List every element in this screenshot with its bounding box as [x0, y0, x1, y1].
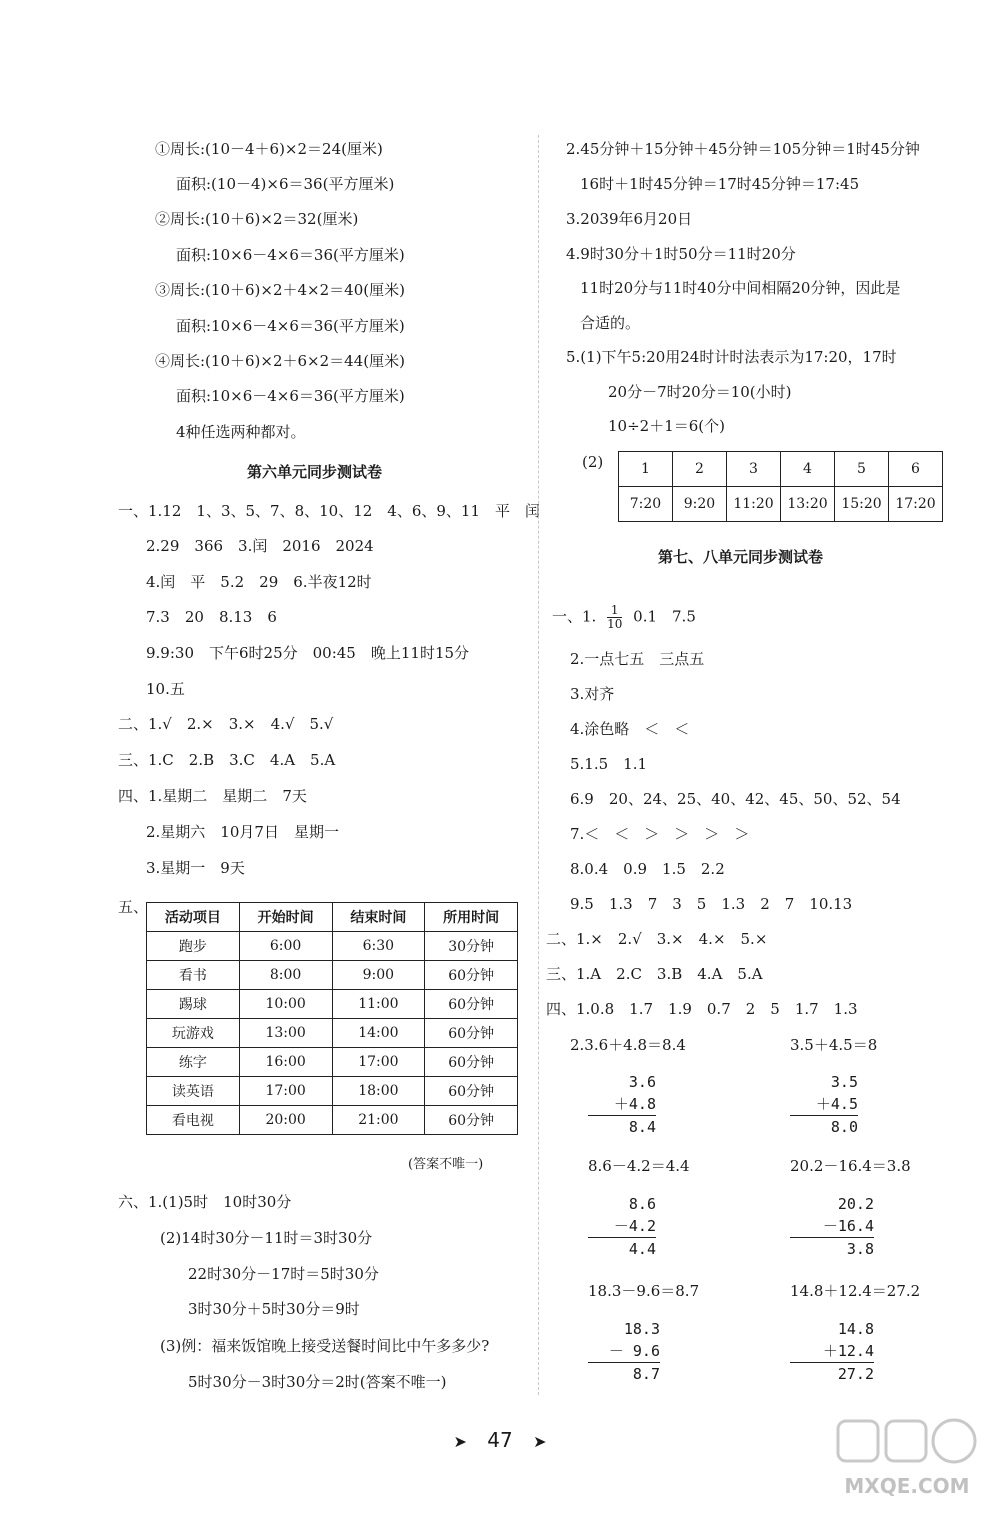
answer-line: 9.5 1.3 7 3 5 1.3 2 7 10.13 [570, 895, 853, 913]
calc-operand: － 9.6 [608, 1342, 660, 1360]
table-cell: 14:00 [332, 1019, 425, 1048]
table-header-row [147, 903, 518, 932]
answer-line: 8.0.4 0.9 1.5 2.2 [570, 860, 725, 878]
table-cell: 2 [673, 452, 727, 487]
calc-operand: ＋12.4 [822, 1342, 874, 1360]
table-cell: 20:00 [239, 1106, 332, 1135]
answer-line: 9.9:30 下午6时25分 00:45 晚上11时15分 [146, 644, 470, 662]
table-cell: 跑步 [147, 932, 240, 961]
answer-line: (2) [582, 453, 604, 471]
activity-table [146, 902, 518, 1135]
answer-line: 6.9 20、24、25、40、42、45、50、52、54 [570, 790, 901, 808]
table-row [147, 1019, 518, 1048]
answer-line: (2)14时30分－11时＝3时30分 [160, 1229, 373, 1247]
table-cell: 60分钟 [425, 961, 518, 990]
answer-line: 4.闰 平 5.2 29 6.半夜12时 [146, 573, 372, 591]
vertical-calculation [588, 1318, 660, 1385]
answer-line: 10÷2＋1＝6(个) [608, 417, 725, 435]
table-row [147, 990, 518, 1019]
table-row [147, 932, 518, 961]
table-header: 结束时间 [332, 903, 425, 932]
table-row [147, 1048, 518, 1077]
calc-operand: 20.2 [837, 1195, 874, 1213]
answer-line: 合适的。 [580, 314, 641, 332]
table-cell: 看电视 [147, 1106, 240, 1135]
table-cell: 11:00 [332, 990, 425, 1019]
answer-line: 一、1.12 1、3、5、7、8、10、12 4、6、9、11 平 闰 [118, 502, 541, 520]
fraction [607, 604, 622, 631]
answer-line: 2.45分钟＋15分钟＋45分钟＝105分钟＝1时45分钟 [566, 140, 920, 158]
table-cell: 18:00 [332, 1077, 425, 1106]
answer-line: 三、1.C 2.B 3.C 4.A 5.A [118, 751, 336, 769]
answer-line: ②周长:(10＋6)×2＝32(厘米) [155, 210, 359, 228]
calc-operand: 3.5 [830, 1073, 858, 1091]
answer-line: 4.涂色略 ＜ ＜ [570, 720, 690, 738]
calc-operand: 14.8 [837, 1320, 874, 1338]
table-cell: 4 [781, 452, 835, 487]
table-cell: 9:20 [673, 487, 727, 522]
answer-line: 4.9时30分＋1时50分＝11时20分 [566, 245, 796, 263]
calc-operand: －16.4 [822, 1217, 874, 1235]
table-row [619, 487, 943, 522]
table-cell: 1 [619, 452, 673, 487]
fraction-numerator: 1 [607, 604, 622, 618]
answer-line: 面积:10×6－4×6＝36(平方厘米) [176, 317, 405, 335]
answer-line: 三、1.A 2.C 3.B 4.A 5.A [546, 965, 763, 983]
table-cell: 8:00 [239, 961, 332, 990]
equation: 20.2－16.4＝3.8 [790, 1157, 911, 1175]
table-cell: 练字 [147, 1048, 240, 1077]
equation: 3.5＋4.5＝8 [790, 1036, 878, 1054]
table-cell: 60分钟 [425, 990, 518, 1019]
answer-line: 2.29 366 3.闰 2016 2024 [146, 537, 374, 555]
table-cell: 6 [889, 452, 943, 487]
note-text: (答案不唯一) [408, 1157, 484, 1172]
answer-line: 2.一点七五 三点五 [570, 650, 705, 668]
table-cell: 3 [727, 452, 781, 487]
table-cell: 11:20 [727, 487, 781, 522]
equation: 14.8＋12.4＝27.2 [790, 1282, 921, 1300]
table-cell: 17:00 [239, 1077, 332, 1106]
answer-line: 面积:10×6－4×6＝36(平方厘米) [176, 246, 405, 264]
equation: 18.3－9.6＝8.7 [588, 1282, 700, 1300]
calc-result: 4.4 [588, 1237, 656, 1260]
calc-result: 8.0 [790, 1115, 858, 1138]
section-title-unit78: 第七、八单元同步测试卷 [658, 548, 824, 566]
calc-operand: ＋4.5 [815, 1095, 858, 1113]
answer-line: ④周长:(10＋6)×2＋6×2＝44(厘米) [155, 352, 405, 370]
calc-result: 8.4 [588, 1115, 656, 1138]
answer-text: 0.1 7.5 [633, 607, 696, 626]
answer-line: 2.星期六 10月7日 星期一 [146, 823, 339, 841]
answer-line: 3.2039年6月20日 [566, 210, 693, 228]
answer-line: 5时30分－3时30分＝2时(答案不唯一) [188, 1373, 447, 1391]
answer-line: 3.对齐 [570, 685, 615, 703]
answer-line: 7.＜ ＜ ＞ ＞ ＞ ＞ [570, 825, 750, 843]
equation: 2.3.6＋4.8＝8.4 [570, 1036, 686, 1054]
answer-line: 四、1.0.8 1.7 1.9 0.7 2 5 1.7 1.3 [546, 1000, 858, 1018]
table-row [147, 961, 518, 990]
calc-result: 27.2 [790, 1362, 874, 1385]
vertical-calculation [588, 1193, 656, 1260]
watermark-logo [832, 1415, 982, 1505]
calc-operand: ＋4.8 [613, 1095, 656, 1113]
answer-line: 7.3 20 8.13 6 [146, 608, 277, 626]
equation: 8.6－4.2＝4.4 [588, 1157, 690, 1175]
calc-operand: 18.3 [623, 1320, 660, 1338]
table-cell: 16:00 [239, 1048, 332, 1077]
table-cell: 60分钟 [425, 1048, 518, 1077]
answer-line: 六、1.(1)5时 10时30分 [118, 1193, 292, 1211]
answer-line: 20分－7时20分＝10(小时) [608, 383, 792, 401]
svg-text:MXQE.COM: MXQE.COM [844, 1474, 970, 1498]
answer-line: 3.星期一 9天 [146, 859, 245, 877]
arrow-right-icon: ➤ [453, 1432, 467, 1451]
table-header: 开始时间 [239, 903, 332, 932]
table-cell: 13:20 [781, 487, 835, 522]
answer-line: 二、1.× 2.√ 3.× 4.× 5.× [546, 930, 768, 948]
answer-line: 4种任选两种都对。 [176, 423, 306, 441]
page-number-text: 47 [487, 1428, 513, 1452]
table-cell: 17:00 [332, 1048, 425, 1077]
vertical-calculation [588, 1071, 656, 1138]
answer-line: 5.1.5 1.1 [570, 755, 648, 773]
answer-line: 面积:(10－4)×6＝36(平方厘米) [176, 175, 395, 193]
answer-line: 10.五 [146, 680, 185, 698]
answer-line: 四、1.星期二 星期二 7天 [118, 787, 307, 805]
answer-line: ①周长:(10－4＋6)×2＝24(厘米) [155, 140, 383, 158]
table-cell: 60分钟 [425, 1077, 518, 1106]
table-cell: 17:20 [889, 487, 943, 522]
table-cell: 21:00 [332, 1106, 425, 1135]
answer-line: 3时30分＋5时30分＝9时 [188, 1300, 360, 1318]
answer-line: (3)例：福来饭馆晚上接受送餐时间比中午多多少? [160, 1337, 490, 1355]
time-table [618, 451, 943, 522]
table-cell: 6:00 [239, 932, 332, 961]
table-cell: 13:00 [239, 1019, 332, 1048]
calc-operand: －4.2 [613, 1217, 656, 1235]
table-cell: 6:30 [332, 932, 425, 961]
table-cell: 7:20 [619, 487, 673, 522]
arrow-left-icon: ➤ [533, 1432, 547, 1451]
table-cell: 15:20 [835, 487, 889, 522]
answer-line: 5.(1)下午5:20用24时计时法表示为17:20，17时 [566, 348, 897, 366]
table-row [147, 1106, 518, 1135]
table-cell: 60分钟 [425, 1106, 518, 1135]
table-cell: 60分钟 [425, 1019, 518, 1048]
table-cell: 5 [835, 452, 889, 487]
answer-line: 16时＋1时45分钟＝17时45分钟＝17:45 [580, 175, 860, 193]
answer-line: 22时30分－17时＝5时30分 [188, 1265, 379, 1283]
table-cell: 30分钟 [425, 932, 518, 961]
vertical-calculation [790, 1071, 858, 1138]
fraction-denominator: 10 [607, 617, 623, 631]
column-divider [538, 135, 539, 1395]
table-cell: 玩游戏 [147, 1019, 240, 1048]
table-cell: 踢球 [147, 990, 240, 1019]
table-cell: 9:00 [332, 961, 425, 990]
answer-line: ③周长:(10＋6)×2＋4×2＝40(厘米) [155, 281, 405, 299]
calc-operand: 3.6 [628, 1073, 656, 1091]
answer-line: 二、1.√ 2.× 3.× 4.√ 5.√ [118, 715, 334, 733]
calc-operand: 8.6 [628, 1195, 656, 1213]
table-cell: 10:00 [239, 990, 332, 1019]
vertical-calculation [790, 1318, 874, 1385]
answer-line: 五、 [118, 898, 149, 916]
calc-result: 8.7 [588, 1362, 660, 1385]
table-cell: 读英语 [147, 1077, 240, 1106]
section-title-unit6: 第六单元同步测试卷 [247, 463, 383, 481]
table-header: 所用时间 [425, 903, 518, 932]
table-cell: 看书 [147, 961, 240, 990]
answer-text: 一、1. [552, 607, 597, 626]
vertical-calculation [790, 1193, 874, 1260]
answer-line: 面积:10×6－4×6＝36(平方厘米) [176, 387, 405, 405]
table-row [147, 1077, 518, 1106]
table-header: 活动项目 [147, 903, 240, 932]
calc-result: 3.8 [790, 1237, 874, 1260]
answer-line [552, 604, 696, 631]
answer-line: 11时20分与11时40分中间相隔20分钟，因此是 [580, 279, 901, 297]
table-row [619, 452, 943, 487]
